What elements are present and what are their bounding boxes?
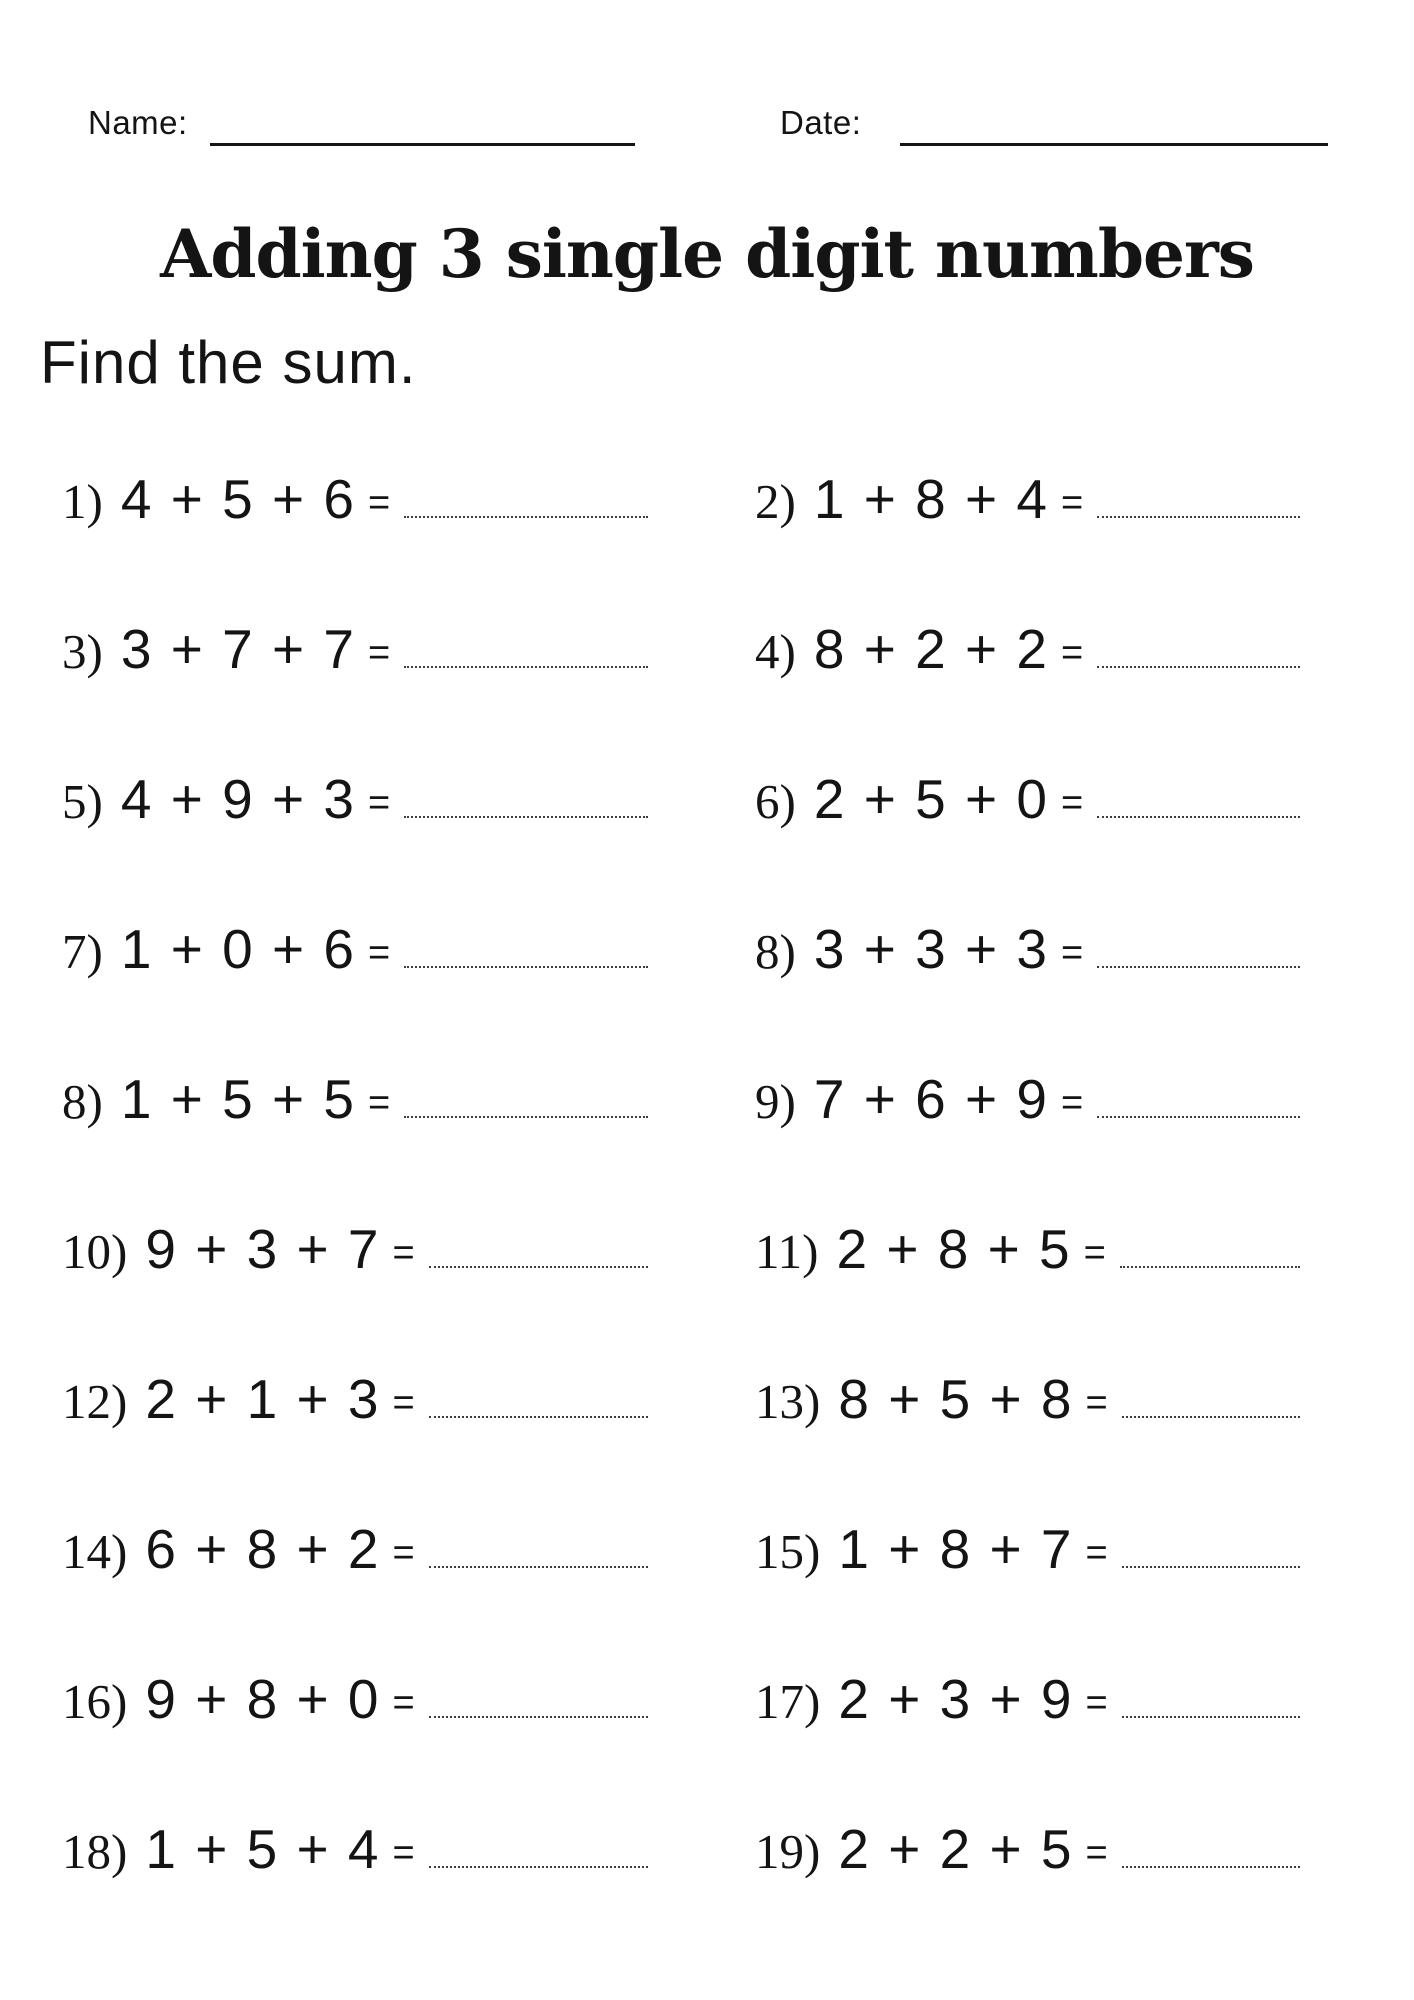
- answer-blank[interactable]: [429, 1558, 648, 1568]
- problem-expression: 7 + 6 + 9: [813, 1068, 1049, 1130]
- equals-sign: =: [1085, 1832, 1108, 1874]
- answer-blank[interactable]: [1122, 1858, 1300, 1868]
- name-label: Name:: [88, 104, 188, 141]
- problem-row: [62, 1021, 648, 1171]
- problem-number: 8): [62, 1074, 103, 1129]
- problem-number: 17): [755, 1674, 821, 1729]
- answer-blank[interactable]: [404, 1108, 648, 1118]
- answer-blank[interactable]: [404, 508, 648, 518]
- problem-row: [755, 1321, 1300, 1471]
- equals-sign: =: [1085, 1682, 1108, 1724]
- problem-number: 11): [755, 1224, 819, 1279]
- equals-sign: =: [392, 1532, 415, 1574]
- problem-number: 15): [755, 1524, 821, 1579]
- problem-row: [62, 721, 648, 871]
- problem-expression: 8 + 2 + 2: [813, 618, 1049, 680]
- answer-blank[interactable]: [1122, 1708, 1300, 1718]
- problem-row: [62, 871, 648, 1021]
- equals-sign: =: [367, 1082, 391, 1124]
- problem-number: 6): [755, 774, 796, 829]
- problem-number: 18): [62, 1824, 128, 1879]
- problem-expression: 2 + 2 + 5: [838, 1818, 1074, 1880]
- answer-blank[interactable]: [429, 1858, 648, 1868]
- problem-row: [62, 1471, 648, 1621]
- problem-expression: 3 + 3 + 3: [813, 918, 1049, 980]
- problem-number: 1): [62, 474, 103, 529]
- name-fill-in-line[interactable]: [210, 143, 635, 146]
- answer-blank[interactable]: [1097, 508, 1300, 518]
- problem-row: [755, 1021, 1300, 1171]
- problem-row: [62, 1171, 648, 1321]
- answer-blank[interactable]: [1097, 1108, 1300, 1118]
- problem-number: 4): [755, 624, 796, 679]
- problem-number: 2): [755, 474, 796, 529]
- answer-blank[interactable]: [1122, 1408, 1300, 1418]
- problem-number: 19): [755, 1824, 821, 1879]
- problem-row: [62, 1321, 648, 1471]
- problem-row: [755, 1621, 1300, 1771]
- equals-sign: =: [1060, 932, 1084, 974]
- problem-row: [62, 421, 648, 571]
- equals-sign: =: [392, 1832, 415, 1874]
- problem-expression: 9 + 3 + 7: [145, 1218, 381, 1280]
- equals-sign: =: [367, 782, 391, 824]
- problem-number: 8): [755, 924, 796, 979]
- problem-row: [755, 421, 1300, 571]
- problem-expression: 1 + 5 + 5: [120, 1068, 356, 1130]
- equals-sign: =: [1085, 1382, 1108, 1424]
- problem-expression: 1 + 0 + 6: [120, 918, 356, 980]
- equals-sign: =: [367, 482, 391, 524]
- answer-blank[interactable]: [429, 1408, 648, 1418]
- answer-blank[interactable]: [404, 658, 648, 668]
- equals-sign: =: [1083, 1232, 1106, 1274]
- answer-blank[interactable]: [429, 1258, 648, 1268]
- answer-blank[interactable]: [1097, 808, 1300, 818]
- problem-expression: 6 + 8 + 2: [145, 1518, 381, 1580]
- problem-expression: 1 + 8 + 4: [813, 468, 1049, 530]
- problem-number: 13): [755, 1374, 821, 1429]
- problem-expression: 1 + 5 + 4: [145, 1818, 381, 1880]
- equals-sign: =: [1060, 632, 1084, 674]
- date-label: Date:: [780, 104, 862, 141]
- problem-row: [62, 1621, 648, 1771]
- problem-number: 12): [62, 1374, 128, 1429]
- problems-left-column: [62, 421, 648, 1921]
- equals-sign: =: [1060, 1082, 1084, 1124]
- date-fill-in-line[interactable]: [900, 143, 1328, 146]
- problem-expression: 8 + 5 + 8: [838, 1368, 1074, 1430]
- equals-sign: =: [392, 1682, 415, 1724]
- problem-row: [755, 1471, 1300, 1621]
- problem-row: [755, 721, 1300, 871]
- problem-number: 3): [62, 624, 103, 679]
- problem-row: [755, 1171, 1300, 1321]
- problem-number: 10): [62, 1224, 128, 1279]
- problem-number: 5): [62, 774, 103, 829]
- problem-number: 7): [62, 924, 103, 979]
- problem-number: 9): [755, 1074, 796, 1129]
- equals-sign: =: [367, 932, 391, 974]
- answer-blank[interactable]: [1097, 958, 1300, 968]
- problem-row: [755, 871, 1300, 1021]
- problem-row: [755, 1771, 1300, 1921]
- answer-blank[interactable]: [1097, 658, 1300, 668]
- equals-sign: =: [1060, 482, 1084, 524]
- problem-expression: 4 + 9 + 3: [120, 768, 356, 830]
- equals-sign: =: [392, 1232, 415, 1274]
- answer-blank[interactable]: [429, 1708, 648, 1718]
- equals-sign: =: [367, 632, 391, 674]
- problem-row: [62, 1771, 648, 1921]
- answer-blank[interactable]: [404, 958, 648, 968]
- problems-right-column: [755, 421, 1300, 1921]
- problem-expression: 3 + 7 + 7: [120, 618, 356, 680]
- equals-sign: =: [1060, 782, 1084, 824]
- problem-row: [755, 571, 1300, 721]
- answer-blank[interactable]: [1120, 1258, 1300, 1268]
- problem-expression: 1 + 8 + 7: [838, 1518, 1074, 1580]
- problem-expression: 2 + 3 + 9: [838, 1668, 1074, 1730]
- answer-blank[interactable]: [1122, 1558, 1300, 1568]
- problem-number: 14): [62, 1524, 128, 1579]
- problem-expression: 4 + 5 + 6: [120, 468, 356, 530]
- problem-expression: 2 + 8 + 5: [836, 1218, 1072, 1280]
- problem-expression: 2 + 5 + 0: [813, 768, 1049, 830]
- problem-expression: 9 + 8 + 0: [145, 1668, 381, 1730]
- problem-expression: 2 + 1 + 3: [145, 1368, 381, 1430]
- page-title: Adding 3 single digit numbers: [160, 215, 1254, 293]
- problem-row: [62, 571, 648, 721]
- problem-number: 16): [62, 1674, 128, 1729]
- instruction-text: Find the sum.: [40, 329, 417, 396]
- equals-sign: =: [1085, 1532, 1108, 1574]
- answer-blank[interactable]: [404, 808, 648, 818]
- equals-sign: =: [392, 1382, 415, 1424]
